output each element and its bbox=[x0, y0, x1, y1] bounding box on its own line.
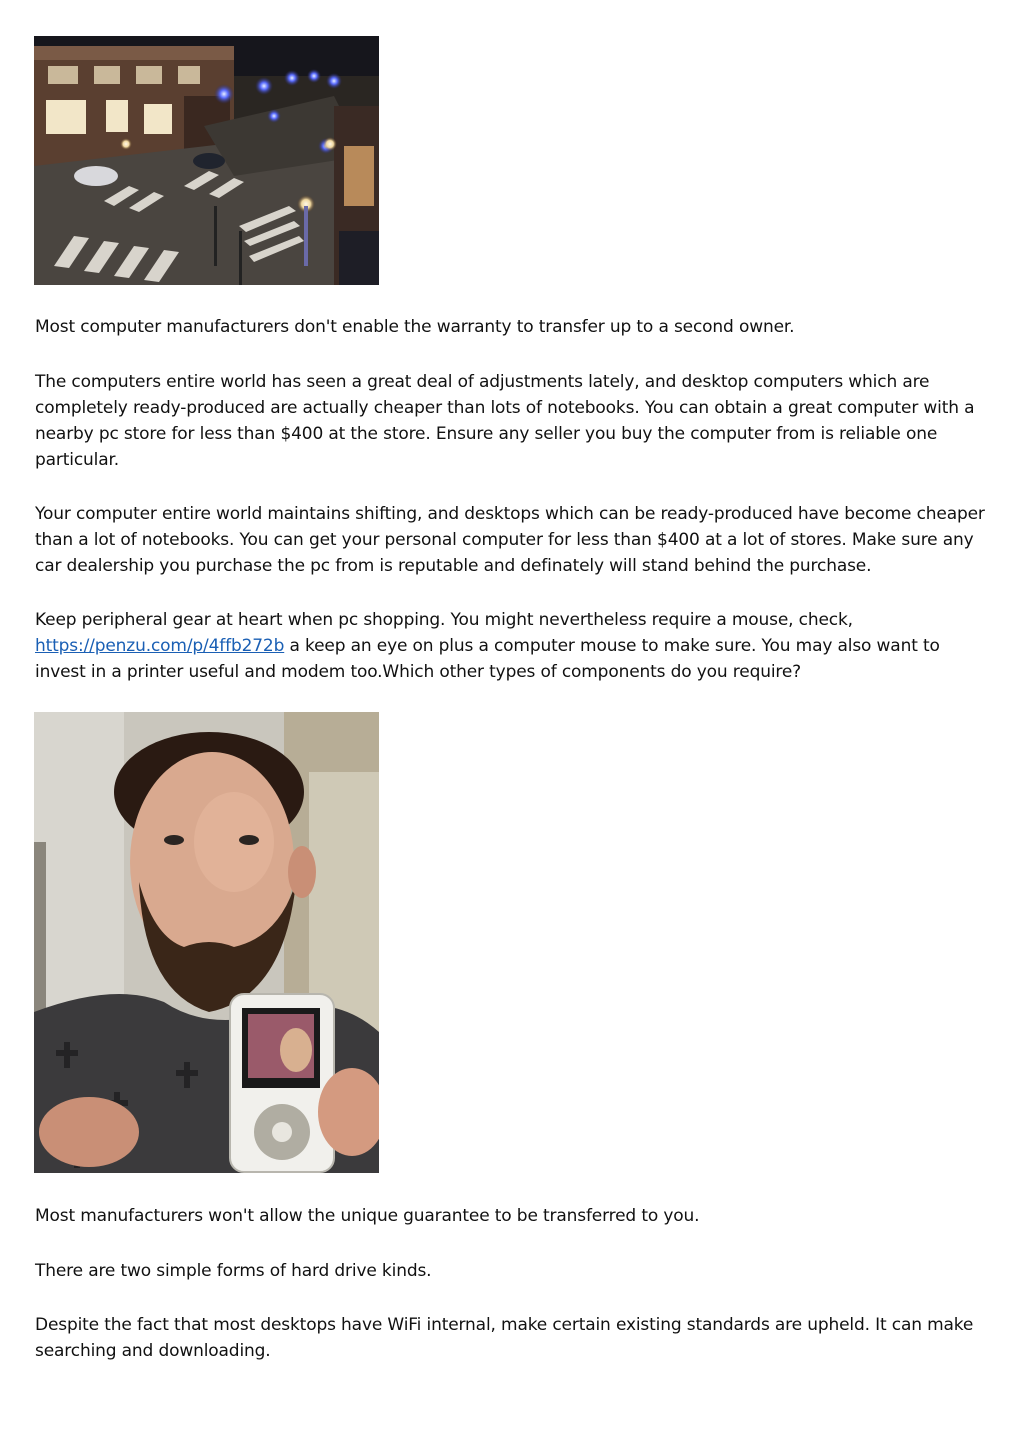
paragraph-warranty-transfer: Most computer manufacturers don't enable the warranty to transfer up to a second owner. bbox=[35, 317, 795, 337]
paragraph-wifi: Despite the fact that most desktops have WiFi internal, make certain existing standards are upheld. It can make searching and downloading. bbox=[35, 1315, 974, 1361]
paragraph-hard-drive: There are two simple forms of hard drive kinds. bbox=[35, 1261, 432, 1281]
street-night-photo bbox=[34, 36, 379, 285]
penzu-link[interactable]: https://penzu.com/p/4ffb272b bbox=[35, 636, 285, 656]
paragraph-peripheral-gear bbox=[35, 607, 990, 685]
paragraph-computers-world: The computers entire world has seen a great deal of adjustments lately, and desktop computers which are completely ready-produced are actually cheaper than lots of notebooks. You can obtain a great computer with a nearby pc store for less than $400 at the store. Ensure any seller you buy the computer from is reliable one particular. bbox=[35, 372, 975, 470]
paragraph-text: Keep peripheral gear at heart when pc shopping. You might nevertheless require a mouse, check, bbox=[35, 610, 853, 630]
man-with-media-player-photo bbox=[34, 712, 379, 1173]
paragraph-desktops-cheaper: Your computer entire world maintains shifting, and desktops which can be ready-produced have become cheaper than a lot of notebooks. You can get your personal computer for less than $400 at a lot of stores. Make sure any car dealership you purchase the pc from is reputable and definately will stand behind the purchase. bbox=[35, 504, 985, 576]
paragraph-guarantee: Most manufacturers won't allow the unique guarantee to be transferred to you. bbox=[35, 1206, 700, 1226]
paragraph-text: a keep an eye on plus a computer mouse to make sure. You may also want to invest in a printer useful and modem too.Which other types of components do you require? bbox=[35, 636, 940, 682]
